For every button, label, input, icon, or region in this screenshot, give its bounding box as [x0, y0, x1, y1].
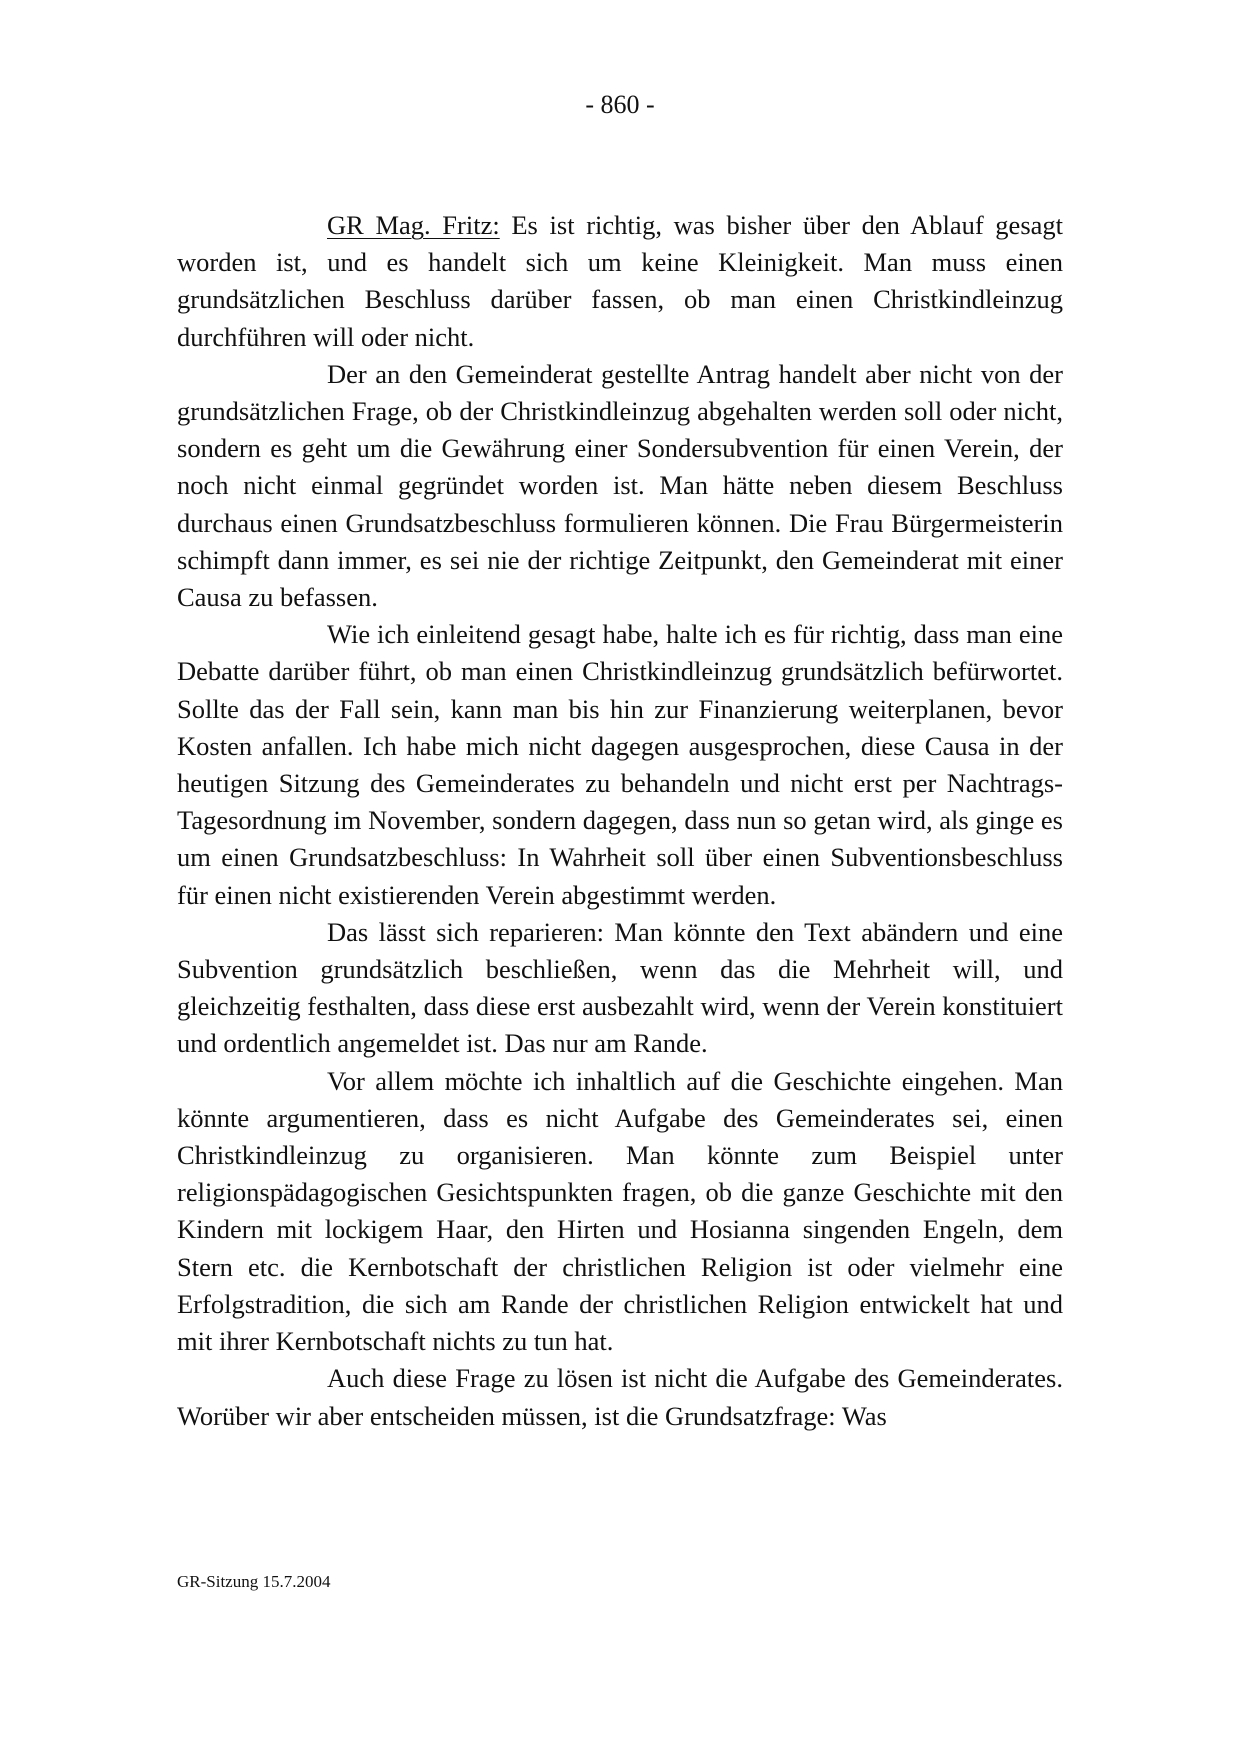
paragraph-5: Vor allem möchte ich inhaltlich auf die Geschichte eingehen. Man könnte argumentieren, dass es nicht Aufgabe des Gemeinderates sei, einen Christkindleinzug zu organisieren. Man könnte zum Beispiel unter religionspädagogischen Gesichtspunkten fragen, ob die ganze Geschichte mit den Kindern mit lockigem Haar, den Hirten und Hosianna singenden Engeln, dem Stern etc. die Kernbotschaft der christlichen Religion ist oder vielmehr eine Erfolgstradition, die sich am Rande der christlichen Religion entwickelt hat und mit ihrer Kernbotschaft nichts zu tun hat. [177, 1065, 1063, 1357]
paragraph-3: Wie ich einleitend gesagt habe, halte ich es für richtig, dass man eine Debatte darüber führt, ob man einen Christkindleinzug grundsätzlich befürwortet. Sollte das der Fall sein, kann man bis hin zur Finanzierung weiterplanen, bevor Kosten anfallen. Ich habe mich nicht dagegen ausgesprochen, diese Causa in der heutigen Sitzung des Gemeinderates zu behandeln und nicht erst per Nachtrags-Tagesordnung im November, sondern dagegen, dass nun so getan wird, als ginge es um einen Grundsatzbeschluss: In Wahrheit soll über einen Subventionsbeschluss für einen nicht existierenden Verein abgestimmt werden. [177, 619, 1063, 910]
paragraph-4: Das lässt sich reparieren: Man könnte den Text abändern und eine Subvention grundsätzlich beschließen, wenn das die Mehrheit will, und gleichzeitig festhalten, dass diese erst ausbezahlt wird, wenn der Verein konstituiert und ordentlich angemeldet ist. Das nur am Rande. [177, 916, 1063, 1059]
page-number: - 860 - [585, 90, 655, 119]
paragraph-1 [177, 207, 1063, 356]
speech-body [177, 207, 1063, 1435]
paragraph-1-text: Es ist richtig, was bisher über den Ablauf gesagt worden ist, und es handelt sich um keine Kleinigkeit. Man muss einen grundsätzlichen Beschluss darüber fassen, ob man einen Christkindleinzug durchführen will oder nicht. [177, 210, 1064, 352]
paragraph-2: Der an den Gemeinderat gestellte Antrag handelt aber nicht von der grundsätzlichen Frage, ob der Christkindleinzug abgehalten werden soll oder nicht, sondern es geht um die Gewährung einer Sondersubvention für einen Verein, der noch nicht einmal gegründet worden ist. Man hätte neben diesem Beschluss durchaus einen Grundsatzbeschluss formulieren können. Die Frau Bürgermeisterin schimpft dann immer, es sei nie der richtige Zeitpunkt, den Gemeinderat mit einer Causa zu befassen. [177, 358, 1063, 613]
speaker-name: GR Mag. Fritz: [327, 210, 500, 240]
paragraph-6: Auch diese Frage zu lösen ist nicht die Aufgabe des Gemeinderates. Worüber wir aber entscheiden müssen, ist die Grundsatzfrage: Was [177, 1363, 1063, 1431]
footer-session-date: GR-Sitzung 15.7.2004 [177, 1572, 331, 1591]
